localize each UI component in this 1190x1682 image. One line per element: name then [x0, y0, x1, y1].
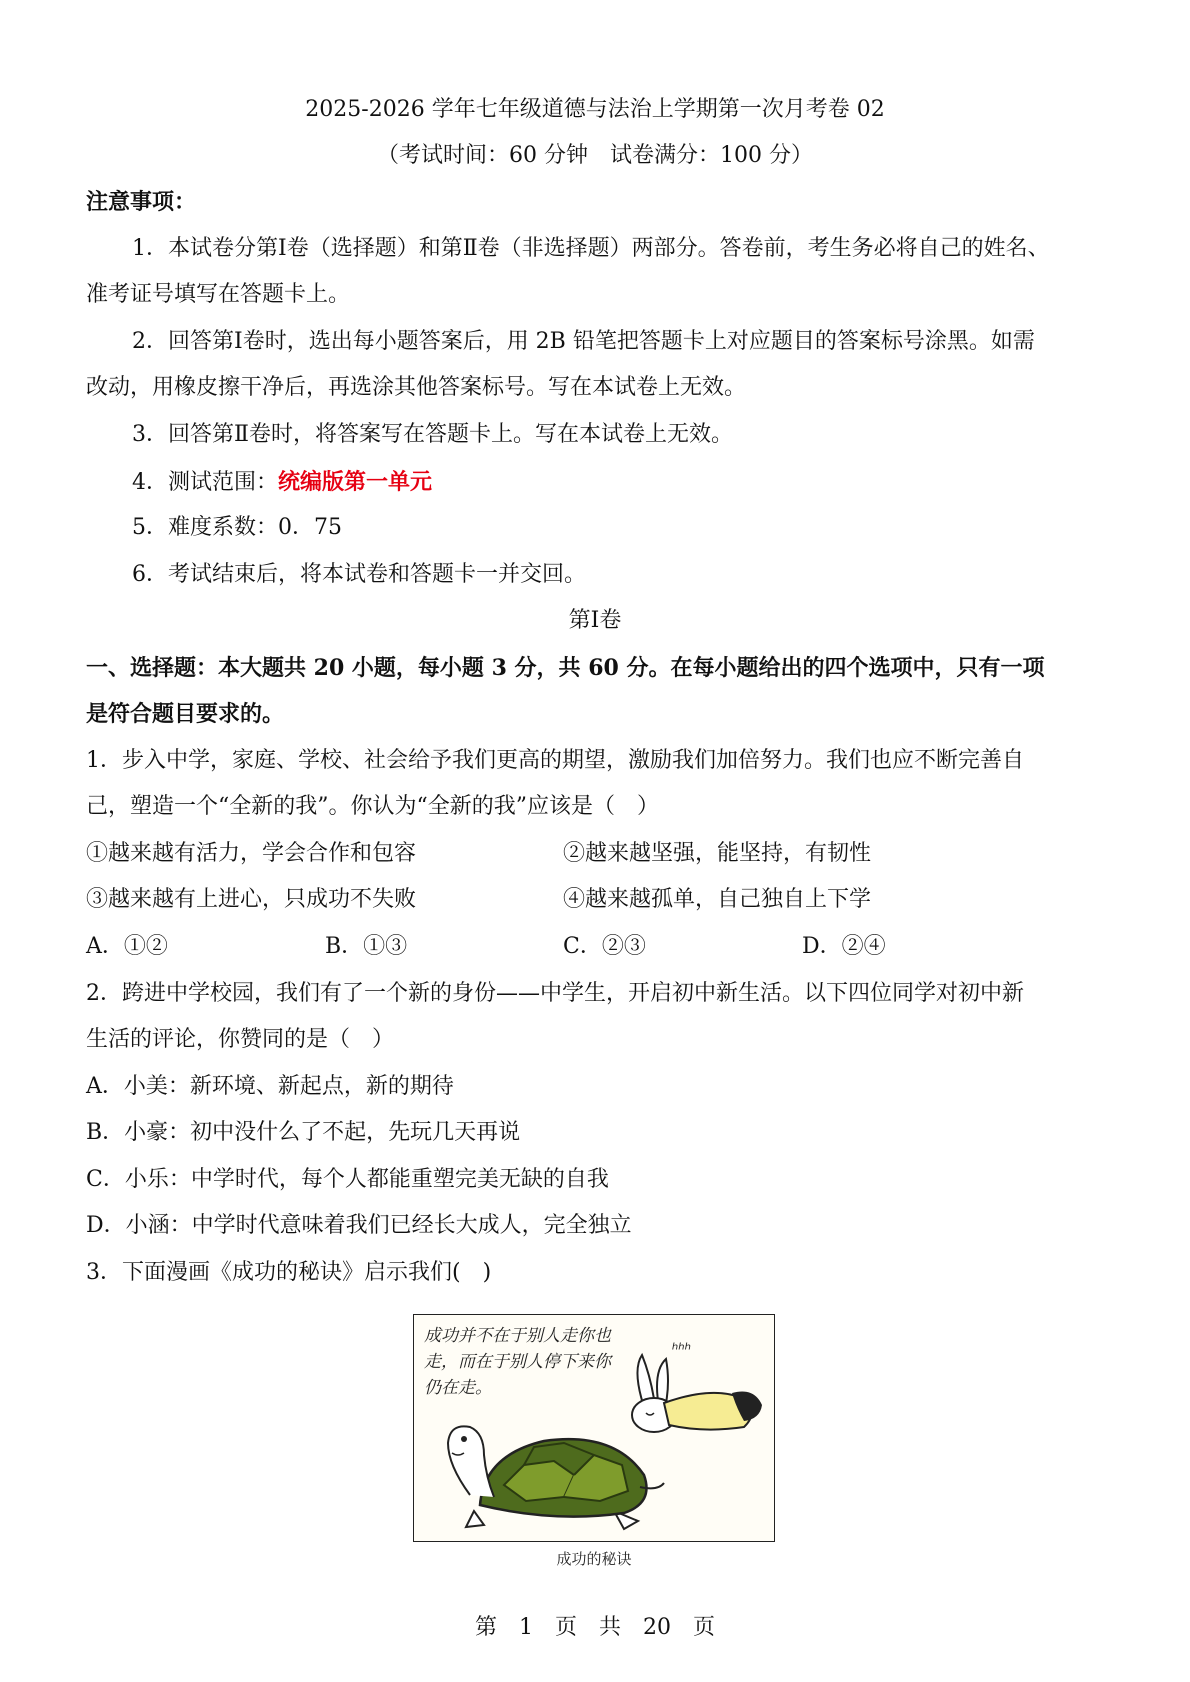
notice-item-4-label: 4．测试范围：: [132, 470, 278, 495]
notice-item-3: 3．回答第Ⅱ卷时，将答案写在答题卡上。写在本试卷上无效。: [132, 422, 733, 447]
page-footer: 第 1 页 共 20 页: [475, 1615, 715, 1640]
q1-option-c: C．②③: [563, 934, 646, 959]
comic-caption: 成功的秘诀: [556, 1551, 632, 1568]
comic-drawing: [414, 1315, 774, 1541]
walking-turtle-icon: [448, 1426, 664, 1529]
q2-option-d: D．小涵：中学时代意味着我们已经长大成人，完全独立: [86, 1213, 632, 1238]
q1-statement-4: ④越来越孤单，自己独自上下学: [563, 887, 872, 912]
notice-item-2: 2．回答第Ⅰ卷时，选出每小题答案后，用 2B 铅笔把答题卡上对应题目的答案标号涂黑。如需: [132, 329, 1035, 354]
notice-item-6: 6．考试结束后，将本试卷和答题卡一并交回。: [132, 562, 586, 587]
section-heading-cont: 是符合题目要求的。: [86, 701, 285, 727]
q2-option-b: B．小豪：初中没什么了不起，先玩几天再说: [86, 1120, 521, 1145]
q1-stem-cont: 己，塑造一个“全新的我”。你认为“全新的我”应该是（ ）: [86, 794, 659, 819]
notice-item-1-cont: 准考证号填写在答题卡上。: [86, 282, 351, 307]
q1-stem: 1．步入中学，家庭、学校、社会给予我们更高的期望，激励我们加倍努力。我们也应不断完善自: [86, 748, 1025, 773]
exam-subtitle: （考试时间：60 分钟 试卷满分：100 分）: [377, 143, 813, 168]
volume-title: 第Ⅰ卷: [568, 608, 622, 633]
q1-statement-3: ③越来越有上进心，只成功不失败: [86, 887, 417, 912]
q2-option-a: A．小美：新环境、新起点，新的期待: [86, 1074, 454, 1099]
q1-option-b: B．①③: [325, 934, 408, 959]
q2-stem-cont: 生活的评论，你赞同的是（ ）: [86, 1027, 395, 1052]
q2-option-c: C．小乐：中学时代，每个人都能重塑完美无缺的自我: [86, 1167, 609, 1192]
q1-statement-1: ①越来越有活力，学会合作和包容: [86, 841, 417, 866]
notice-heading: 注意事项：: [86, 189, 197, 215]
section-heading: 一、选择题：本大题共 20 小题，每小题 3 分，共 60 分。在每小题给出的四个选项中，只有一项: [86, 655, 1045, 681]
exam-title: 2025-2026 学年七年级道德与法治上学期第一次月考卷 02: [305, 97, 885, 122]
notice-item-4: [132, 468, 432, 497]
svg-text:ʰʰʰ: ʰʰʰ: [672, 1340, 692, 1359]
notice-item-5: 5．难度系数：0．75: [132, 515, 342, 540]
q3-stem: 3．下面漫画《成功的秘诀》启示我们( ): [86, 1260, 492, 1285]
success-secret-comic: [413, 1314, 775, 1542]
sleeping-rabbit-icon: [632, 1340, 762, 1432]
q1-option-a: A．①②: [86, 934, 168, 959]
test-scope-highlight: 统编版第一单元: [278, 469, 433, 495]
notice-item-2-cont: 改动，用橡皮擦干净后，再选涂其他答案标号。写在本试卷上无效。: [86, 375, 747, 400]
q1-option-d: D．②④: [802, 934, 886, 959]
comic-caption-text: 成功并不在于别人走你也走，而在于别人停下来你仍在走。: [424, 1326, 611, 1398]
q1-statement-2: ②越来越坚强，能坚持，有韧性: [563, 841, 872, 866]
notice-item-1: 1．本试卷分第Ⅰ卷（选择题）和第Ⅱ卷（非选择题）两部分。答卷前，考生务必将自己的姓名、: [132, 236, 1050, 261]
q2-stem: 2．跨进中学校园，我们有了一个新的身份——中学生，开启初中新生活。以下四位同学对初中新: [86, 981, 1025, 1006]
